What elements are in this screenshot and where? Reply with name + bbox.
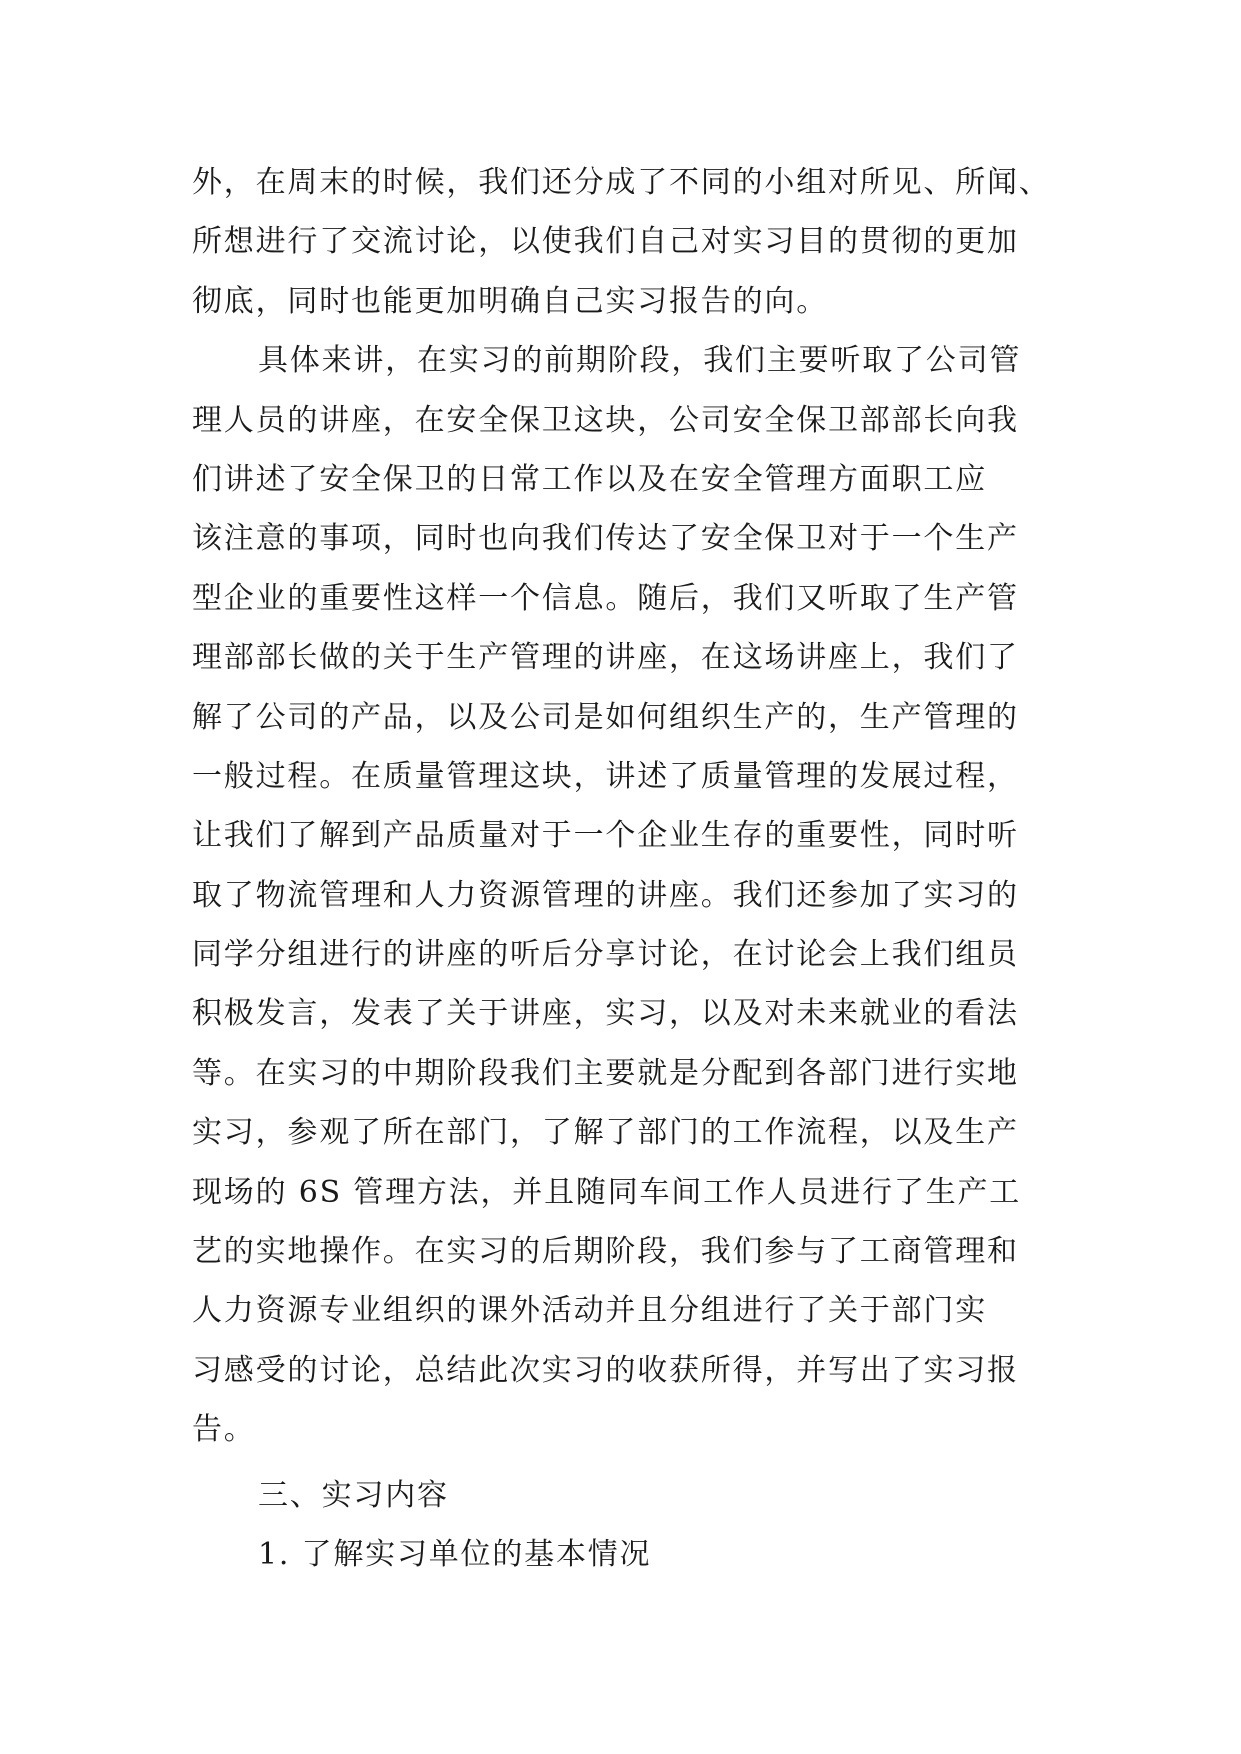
text-line: 们讲述了安全保卫的日常工作以及在安全管理方面职工应 — [192, 461, 987, 497]
text-line: 现场的 6S 管理方法，并且随同车间工作人员进行了生产工 — [192, 1174, 1022, 1210]
text-line: 人力资源专业组织的课外活动并且分组进行了关于部门实 — [192, 1293, 987, 1329]
text-line: 解了公司的产品，以及公司是如何组织生产的，生产管理的 — [192, 699, 1019, 735]
section-heading: 三、实习内容 — [258, 1477, 449, 1513]
text-line: 等。在实习的中期阶段我们主要就是分配到各部门进行实地 — [192, 1055, 1019, 1091]
text-line: 告。 — [192, 1412, 256, 1448]
paragraph-internship-stages — [192, 331, 1062, 1459]
paragraph-continuation — [192, 153, 1062, 331]
text-line: 理人员的讲座，在安全保卫这块，公司安全保卫部部长向我 — [192, 402, 1019, 438]
text-line: 同学分组进行的讲座的听后分享讨论，在讨论会上我们组员 — [192, 937, 1019, 973]
text-line: 外，在周末的时候，我们还分成了不同的小组对所见、所闻、 — [192, 165, 1051, 200]
text-line: 该注意的事项，同时也向我们传达了安全保卫对于一个生产 — [192, 521, 1019, 557]
text-line: 让我们了解到产品质量对于一个企业生存的重要性，同时听 — [192, 818, 1019, 854]
text-line: 型企业的重要性这样一个信息。随后，我们又听取了生产管 — [192, 580, 1019, 616]
text-line: 具体来讲，在实习的前期阶段，我们主要听取了公司管 — [258, 343, 1022, 379]
text-line: 积极发言，发表了关于讲座，实习，以及对未来就业的看法 — [192, 996, 1019, 1032]
text-line: 实习，参观了所在部门，了解了部门的工作流程，以及生产 — [192, 1115, 1019, 1151]
subsection-heading: 1. 了解实习单位的基本情况 — [258, 1536, 652, 1572]
text-line: 所想进行了交流讨论，以使我们自己对实习目的贯彻的更加 — [192, 224, 1019, 260]
document-body — [192, 153, 1062, 1584]
text-line: 理部部长做的关于生产管理的讲座，在这场讲座上，我们了 — [192, 640, 1019, 676]
text-line: 艺的实地操作。在实习的后期阶段，我们参与了工商管理和 — [192, 1234, 1019, 1270]
text-line: 一般过程。在质量管理这块，讲述了质量管理的发展过程， — [192, 758, 1019, 794]
text-line: 取了物流管理和人力资源管理的讲座。我们还参加了实习的 — [192, 877, 1019, 913]
text-line: 习感受的讨论，总结此次实习的收获所得，并写出了实习报 — [192, 1352, 1019, 1388]
text-line: 彻底，同时也能更加明确自己实习报告的向。 — [192, 283, 828, 319]
